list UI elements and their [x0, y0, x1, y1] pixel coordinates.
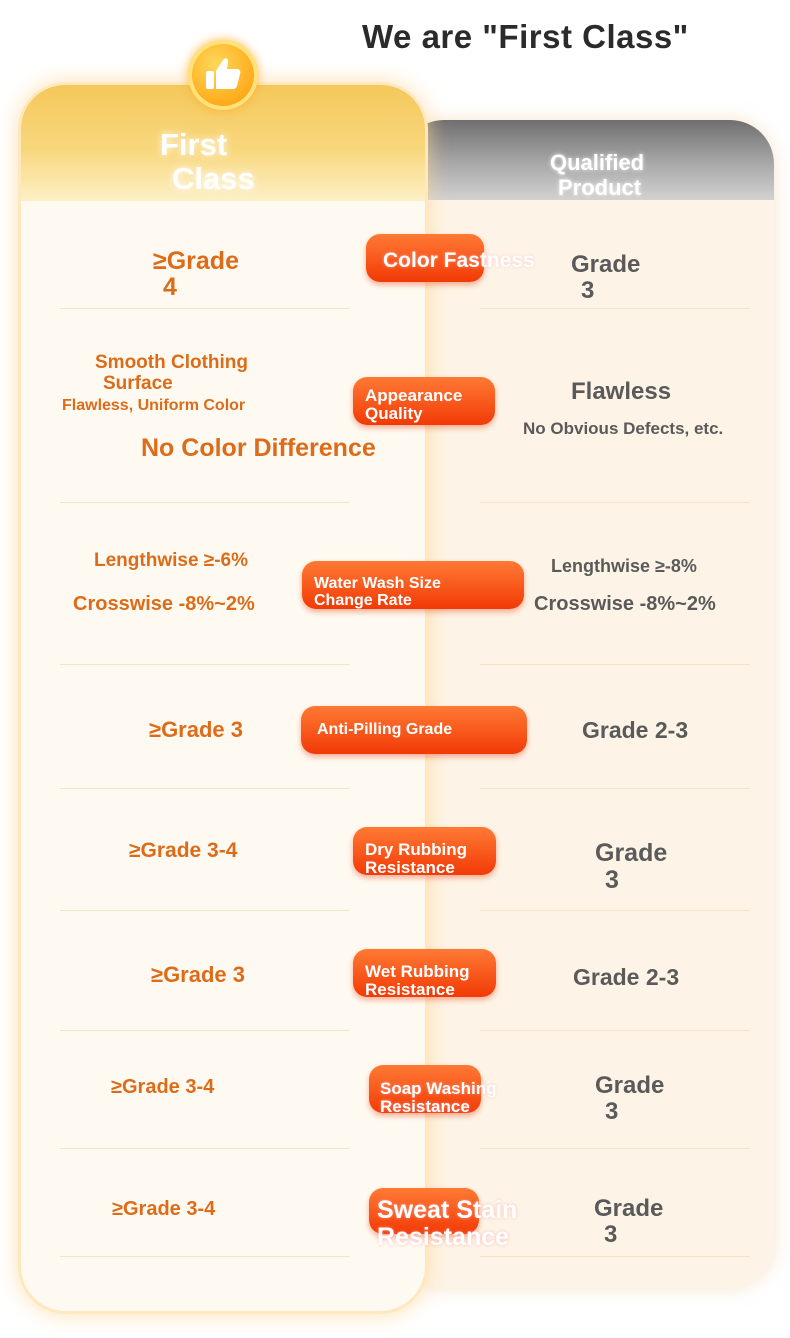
row-divider [480, 1256, 750, 1257]
row-divider [60, 1030, 350, 1031]
category-pill-appearance-quality: Appearance Quality [353, 377, 495, 425]
qualified-value: Grade 2-3 [582, 717, 689, 743]
category-pill-dry-rubbing-resistance: Dry Rubbing Resistance [353, 827, 496, 875]
row-divider [60, 910, 350, 911]
category-pill-anti-pilling-grade: Anti-Pilling Grade [301, 706, 527, 754]
qualified-product-heading: Qualified Product [550, 150, 645, 200]
page-title: We are "First Class" [362, 18, 689, 55]
first-class-value: ≥Grade 3-4 [129, 839, 238, 862]
row-divider [480, 664, 750, 665]
first-class-value: ≥Grade 3 [151, 962, 246, 987]
category-pill-wet-rubbing-resistance: Wet Rubbing Resistance [353, 949, 496, 997]
first-class-value: Smooth Clothing Surface [95, 352, 249, 394]
row-divider [60, 308, 350, 309]
qualified-value-detail: No Obvious Defects, etc. [523, 419, 724, 438]
first-class-value: ≥Grade 3-4 [111, 1076, 215, 1098]
first-class-value-detail: Flawless, Uniform Color [62, 397, 246, 414]
first-class-value: Lengthwise ≥-6% [94, 550, 249, 571]
row-divider [480, 308, 750, 309]
first-class-value: ≥Grade 4 [153, 247, 239, 301]
row-divider [60, 1148, 350, 1149]
qualified-value: Lengthwise ≥-8% [551, 556, 697, 576]
category-label-color-fastness: Color Fastness [383, 249, 535, 272]
qualified-value: Grade 3 [594, 1195, 664, 1248]
first-class-value: ≥Grade 3 [149, 717, 244, 742]
thumbs-up-icon [203, 54, 243, 94]
category-pill-water-wash-size-change-rate: Water Wash Size Change Rate [302, 561, 524, 609]
row-divider [60, 1256, 350, 1257]
row-divider [480, 1030, 750, 1031]
first-class-value-highlight: No Color Difference [141, 434, 376, 462]
first-class-value: Crosswise -8%~2% [73, 593, 255, 615]
qualified-value: Grade 3 [595, 1072, 665, 1125]
thumbs-up-badge [188, 40, 258, 110]
row-divider [60, 502, 350, 503]
row-divider [480, 1148, 750, 1149]
qualified-value: Crosswise -8%~2% [534, 593, 716, 615]
first-class-value: ≥Grade 3-4 [112, 1198, 216, 1220]
first-class-heading: First Class [160, 127, 255, 196]
row-divider [480, 910, 750, 911]
row-divider [480, 788, 750, 789]
qualified-value: Grade 3 [571, 251, 641, 304]
qualified-value: Grade 2-3 [573, 964, 680, 990]
category-label-soap-washing-resistance: Soap Washing Resistance [380, 1079, 497, 1116]
qualified-value: Flawless [571, 378, 672, 405]
category-label-sweat-stain-resistance: Sweat Stain Resistance [377, 1196, 518, 1251]
qualified-value: Grade 3 [595, 839, 668, 894]
row-divider [480, 502, 750, 503]
row-divider [60, 788, 350, 789]
row-divider [60, 664, 350, 665]
